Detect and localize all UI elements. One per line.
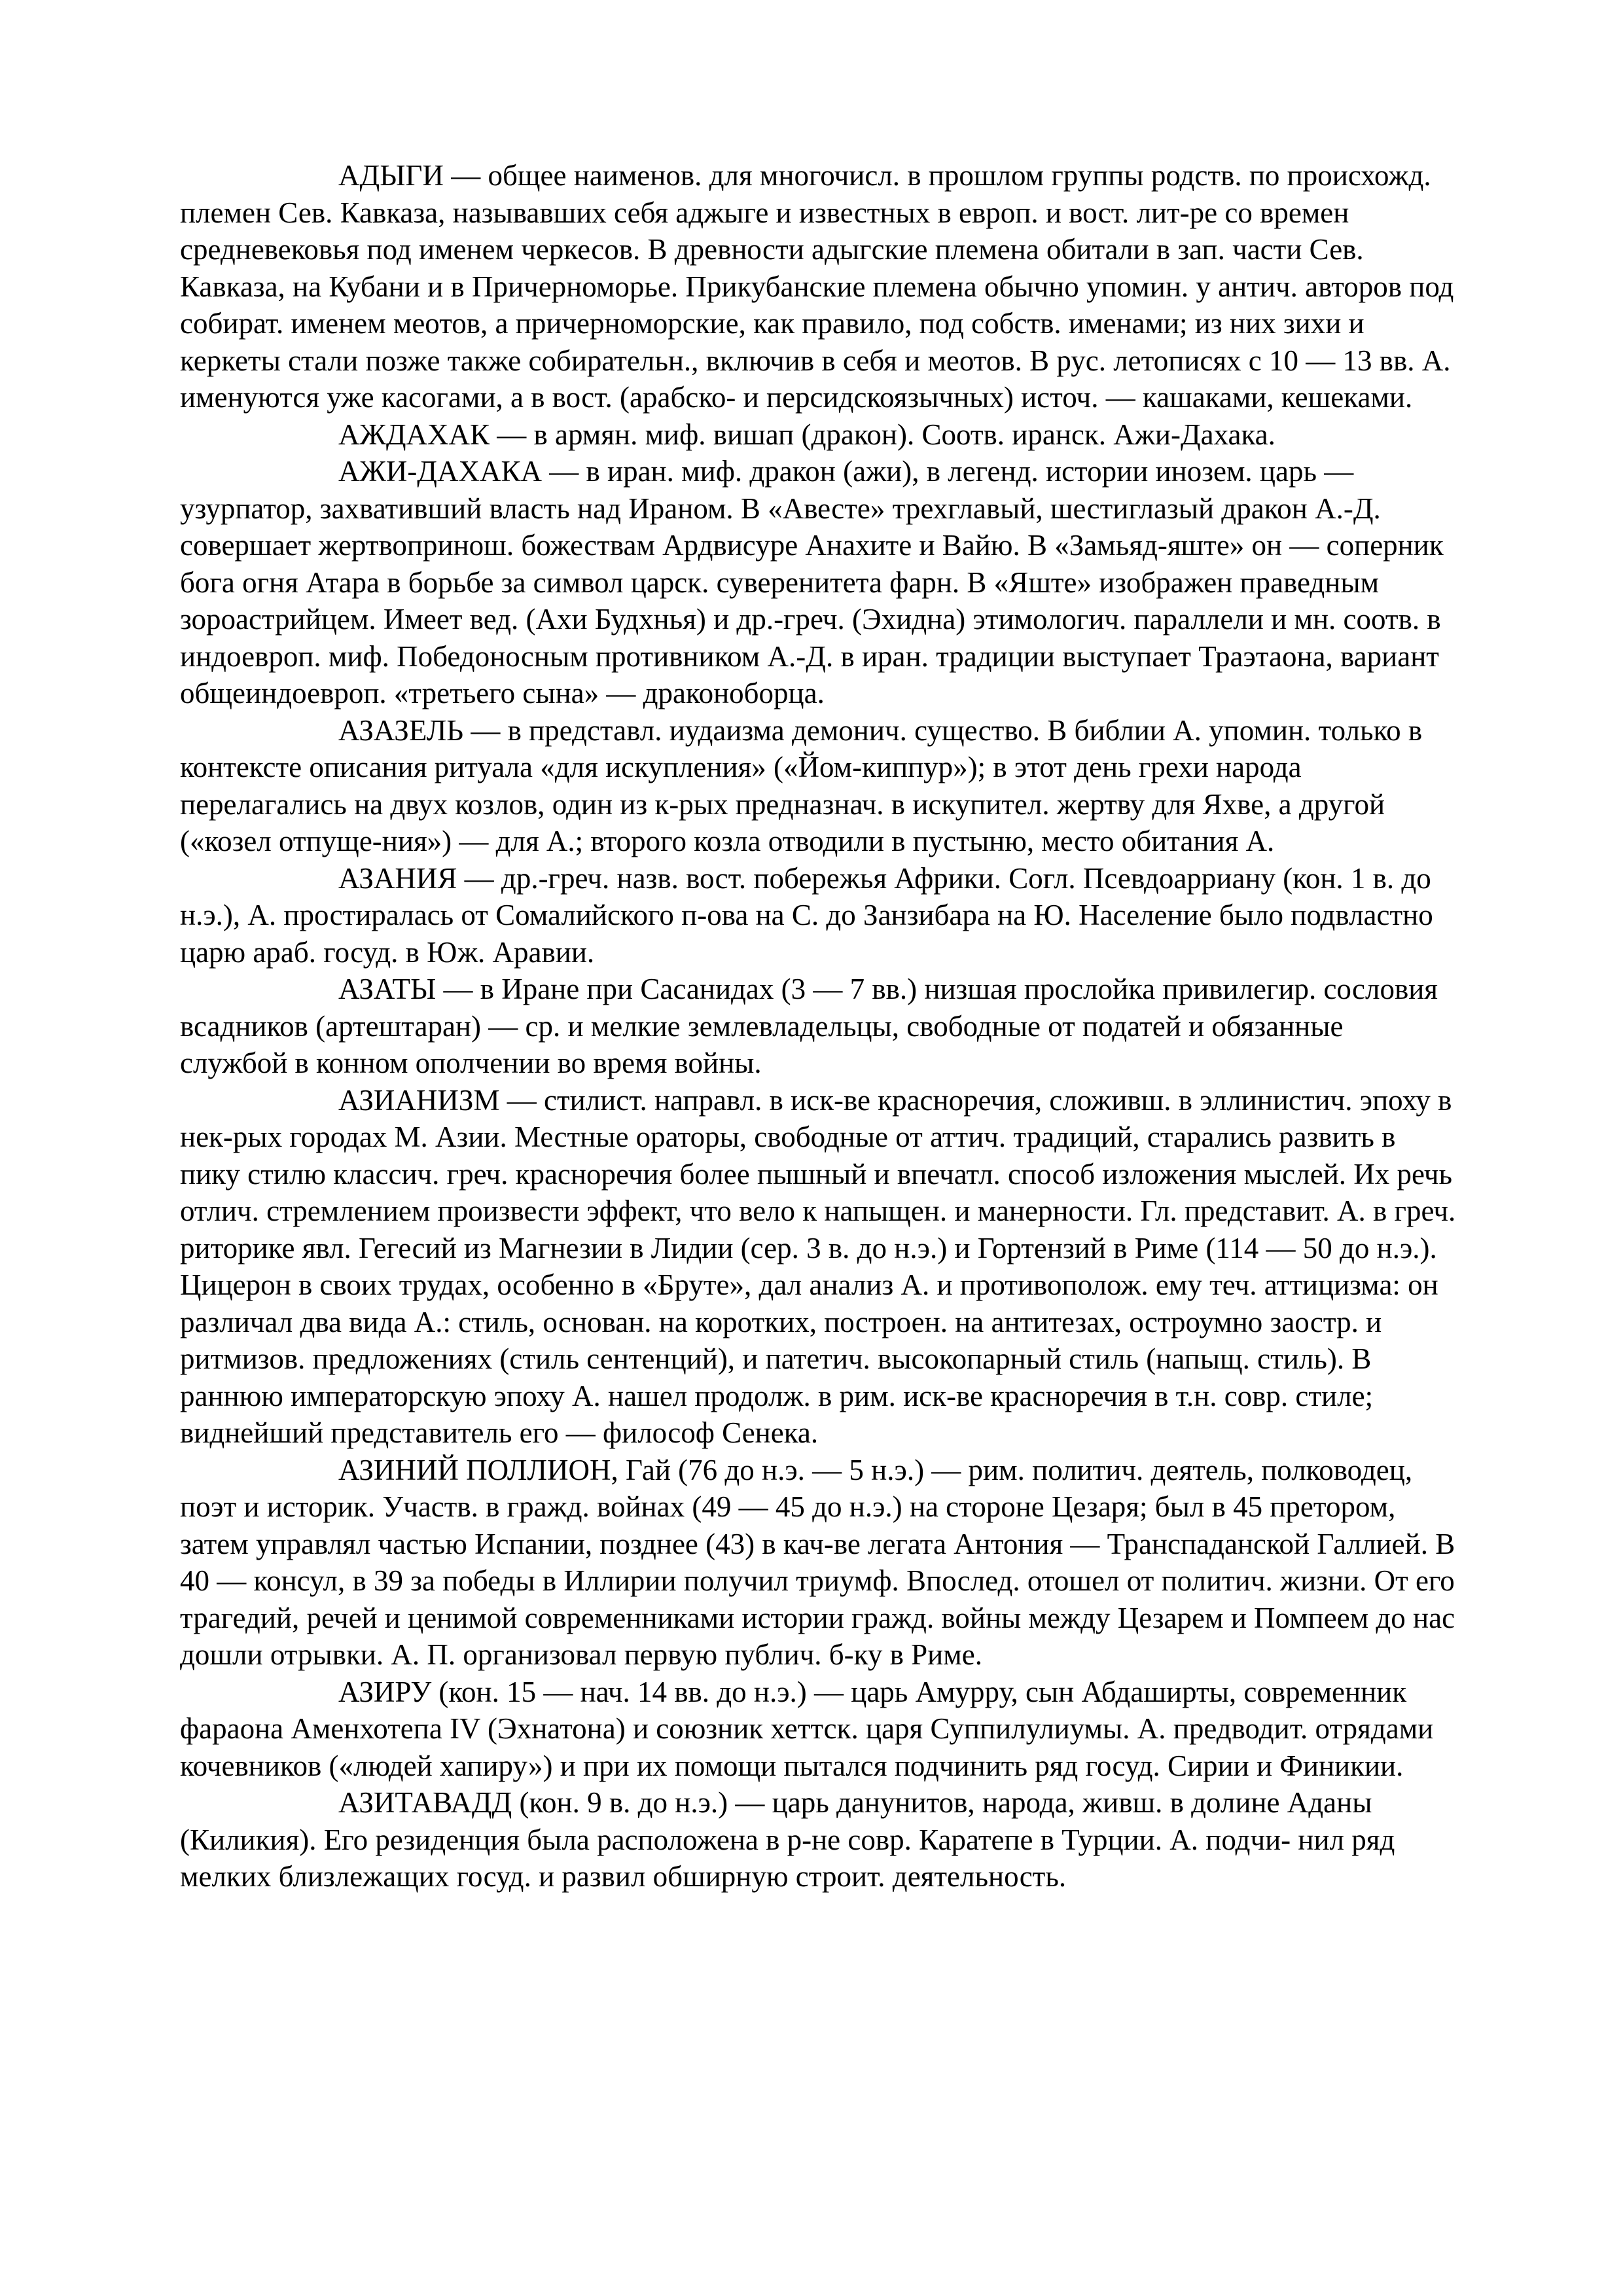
entry-aziru: АЗИРУ (кон. 15 — нач. 14 вв. до н.э.) — царь Амурру, сын Абдаширты, современник фараона Аменхотепа IV (Эхнатона) и союзник хеттск. царя Суппилулиумы. А. предводит. отрядами кочевников («людей хапиру») и при их помощи пытался подчинить ряд госуд. Сирии и Финикии. — [180, 1675, 1434, 1782]
document-page — [180, 157, 1456, 1895]
entry-azianizm: АЗИАНИЗМ — стилист. направл. в иск-ве красноречия, сложивш. в эллинистич. эпоху в нек-рых городах М. Азии. Местные ораторы, свободные от аттич. традиций, старались развить в пику стилю классич. греч. красноречия более пышный и впечатл. способ изложения мыслей. Их речь отлич. стремлением произвести эффект, что вело к напыщен. и манерности. Гл. представит. А. в греч. риторике явл. Гегесий из Магнезии в Лидии (сер. 3 в. до н.э.) и Гортензий в Риме (114 — 50 до н.э.). Цицерон в своих трудах, особенно в «Бруте», дал анализ А. и противополож. ему теч. аттицизма: он различал два вида А.: стиль, основан. на коротких, построен. на антитезах, остроумно заостр. и ритмизов. предложениях (стиль сентенций), и патетич. высокопарный стиль (напыщ. стиль). В раннюю императорскую эпоху А. нашел продолж. в рим. иск-ве красноречия в т.н. совр. стиле; виднейший представитель его — философ Сенека. — [180, 1083, 1456, 1449]
entry-azhdakhak: АЖДАХАК — в армян. миф. вишап (дракон). Соотв. иранск. Ажи-Дахака. — [338, 418, 1275, 451]
entry-azazel: АЗАЗЕЛЬ — в представл. иудаизма демонич. существо. В библии А. упомин. только в контексте описания ритуала «для искупления» («Йом-киппур»); в этот день грехи народа перелагались на двух козлов, один из к-рых предназнач. в искупител. жертву для Яхве, а другой («козел отпуще-ния») — для А.; второго козла отводили в пустыню, место обитания А. — [180, 713, 1423, 857]
entry-aziniy-pollion: АЗИНИЙ ПОЛЛИОН, Гай (76 до н.э. — 5 н.э.) — рим. политич. деятель, полководец, поэт и историк. Участв. в гражд. войнах (49 — 45 до н.э.) на стороне Цезаря; был в 45 претором, затем управлял частью Испании, позднее (43) в кач-ве легата Антония — Транспаданской Галлией. В 40 — консул, в 39 за победы в Иллирии получил триумф. Впослед. отошел от политич. жизни. От его трагедий, речей и ценимой современниками истории гражд. войны между Цезарем и Помпеем до нас дошли отрывки. А. П. организовал первую публич. б-ку в Риме. — [180, 1453, 1455, 1671]
entry-azaniya: АЗАНИЯ — др.-греч. назв. вост. побережья Африки. Согл. Псевдоарриану (кон. 1 в. до н.э.), А. простиралась от Сомалийского п-ова на С. до Занзибара на Ю. Население было подвластно царю араб. госуд. в Юж. Аравии. — [180, 861, 1433, 969]
entry-azhi-dakhaka: АЖИ-ДАХАКА — в иран. миф. дракон (ажи), в легенд. истории инозем. царь — узурпатор, захвативший власть над Ираном. В «Авесте» трехглавый, шестиглазый дракон А.-Д. совершает жертвопринош. божествам Ардвисуре Анахите и Вайю. В «Замьяд-яште» он — соперник бога огня Атара в борьбе за символ царск. суверенитета фарн. В «Яште» изображен праведным зороастрийцем. Имеет вед. (Ахи Будхнья) и др.-греч. (Эхидна) этимологич. параллели и мн. соотв. в индоевроп. миф. Победоносным противником А.-Д. в иран. традиции выступает Траэтаона, вариант общеиндоевроп. «третьего сына» — драконоборца. — [180, 455, 1444, 709]
entry-azitavadd: АЗИТАВАДД (кон. 9 в. до н.э.) — царь данунитов, народа, живш. в долине Аданы (Киликия). Его резиденция была расположена в р-не совр. Каратепе в Турции. А. подчи- нил ряд мелких близлежащих госуд. и развил обширную строит. деятельность. — [180, 1786, 1395, 1893]
entry-adygi: АДЫГИ — общее наименов. для многочисл. в прошлом группы родств. по происхожд. племен Сев. Кавказа, называвших себя аджыге и известных в европ. и вост. лит-ре со времен средневековья под именем черкесов. В древности адыгские племена обитали в зап. части Сев. Кавказа, на Кубани и в Причерноморье. Прикубанские племена обычно упомин. у антич. авторов под собират. именем меотов, а причерноморские, как правило, под собств. именами; из них зихи и керкеты стали позже также собирательн., включив в себя и меотов. В рус. летописях с 10 — 13 вв. А. именуются уже касогами, а в вост. (арабско- и персидскоязычных) источ. — кашаками, кешеками. — [180, 159, 1454, 414]
entry-azaty: АЗАТЫ — в Иране при Сасанидах (3 — 7 вв.) низшая прослойка привилегир. сословия всадников (артештаран) — ср. и мелкие землевладельцы, свободные от податей и обязанные службой в конном ополчении во время войны. — [180, 973, 1438, 1079]
